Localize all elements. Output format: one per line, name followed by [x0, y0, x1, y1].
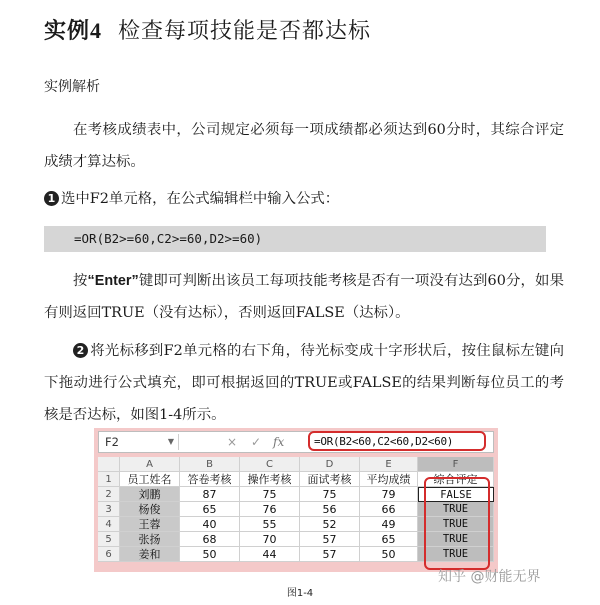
result-cell[interactable]: TRUE	[418, 547, 494, 562]
figure-caption: 图1-4	[286, 588, 314, 599]
score-cell[interactable]: 44	[240, 547, 300, 562]
score-cell[interactable]: 57	[300, 532, 360, 547]
column-header-c[interactable]: C	[240, 457, 300, 472]
enter-key-label: “Enter”	[87, 273, 139, 289]
column-header-e[interactable]: E	[360, 457, 418, 472]
formula-code-block: =OR(B2>=60,C2>=60,D2>=60)	[44, 226, 546, 252]
spreadsheet-figure	[94, 428, 498, 572]
score-cell[interactable]: 87	[180, 487, 240, 502]
row-number[interactable]: 5	[98, 532, 120, 547]
result-highlight-box	[424, 477, 490, 570]
result-cell[interactable]: TRUE	[418, 532, 494, 547]
result-cell[interactable]: FALSE	[418, 487, 494, 502]
employee-name-cell[interactable]: 张扬	[120, 532, 180, 547]
step1-marker: 1	[44, 191, 59, 206]
header-cell[interactable]: 面试考核	[300, 472, 360, 487]
step2-paragraph	[44, 265, 564, 329]
step1-paragraph	[44, 183, 564, 215]
row-number[interactable]: 6	[98, 547, 120, 562]
example-number: 实例4	[44, 18, 103, 43]
step3-text: 将光标移到F2单元格的右下角，待光标变成十字形状后，按住鼠标左键向下拖动进行公式填充，即可根据返回的TRUE或FALSE的结果判断每位员工的考核是否达标，如图1-4所示。	[44, 343, 564, 423]
column-header-f[interactable]: F	[418, 457, 494, 472]
row-number[interactable]: 4	[98, 517, 120, 532]
step3-paragraph	[44, 335, 564, 431]
formula-bar-buttons	[195, 434, 285, 450]
row-number[interactable]: 3	[98, 502, 120, 517]
name-box-value: F2	[105, 435, 119, 449]
name-box[interactable]	[103, 434, 179, 450]
employee-name-cell[interactable]: 王蓉	[120, 517, 180, 532]
select-all-corner[interactable]	[98, 457, 120, 472]
formula-input[interactable]: =OR(B2<60,C2<60,D2<60)	[308, 431, 486, 451]
score-cell[interactable]: 79	[360, 487, 418, 502]
step1-text: 选中F2单元格，在公式编辑栏中输入公式：	[61, 191, 340, 207]
intro-paragraph: 在考核成绩表中，公司规定必须每一项成绩都必须达到60分时，其综合评定成绩才算达标。	[44, 122, 564, 170]
example-title: 检查每项技能是否都达标	[118, 19, 372, 44]
score-cell[interactable]: 70	[240, 532, 300, 547]
employee-name-cell[interactable]: 姜和	[120, 547, 180, 562]
score-cell[interactable]: 75	[300, 487, 360, 502]
score-cell[interactable]: 52	[300, 517, 360, 532]
score-cell[interactable]: 55	[240, 517, 300, 532]
column-header-a[interactable]: A	[120, 457, 180, 472]
employee-name-cell[interactable]: 刘鹏	[120, 487, 180, 502]
score-cell[interactable]: 40	[180, 517, 240, 532]
score-cell[interactable]: 66	[360, 502, 418, 517]
formula-bar	[98, 431, 494, 453]
step2-prefix: 按	[73, 273, 88, 289]
column-header-d[interactable]: D	[300, 457, 360, 472]
row-number[interactable]: 1	[98, 472, 120, 487]
insert-function-icon[interactable]: fx	[273, 435, 285, 449]
step3-marker: 2	[73, 343, 88, 358]
employee-name-cell[interactable]: 杨俊	[120, 502, 180, 517]
column-header-row	[98, 457, 494, 472]
header-cell[interactable]: 操作考核	[240, 472, 300, 487]
header-cell[interactable]: 综合评定	[418, 472, 494, 487]
result-cell[interactable]: TRUE	[418, 502, 494, 517]
score-cell[interactable]: 75	[240, 487, 300, 502]
header-cell[interactable]: 答卷考核	[180, 472, 240, 487]
step2-text: 键即可判断出该员工每项技能考核是否有一项没有达到60分，如果有则返回TRUE（没有达标），否则返回FALSE（达标）。	[44, 273, 564, 321]
header-cell[interactable]: 平均成绩	[360, 472, 418, 487]
result-cell[interactable]: TRUE	[418, 517, 494, 532]
section-label: 实例解析	[44, 79, 100, 95]
score-cell[interactable]: 50	[180, 547, 240, 562]
check-icon[interactable]: ✓	[251, 435, 262, 449]
column-header-b[interactable]: B	[180, 457, 240, 472]
row-number[interactable]: 2	[98, 487, 120, 502]
score-cell[interactable]: 65	[360, 532, 418, 547]
score-cell[interactable]: 68	[180, 532, 240, 547]
score-cell[interactable]: 50	[360, 547, 418, 562]
score-cell[interactable]: 65	[180, 502, 240, 517]
score-cell[interactable]: 56	[300, 502, 360, 517]
score-cell[interactable]: 76	[240, 502, 300, 517]
cancel-icon[interactable]: ×	[227, 435, 238, 449]
score-cell[interactable]: 57	[300, 547, 360, 562]
chevron-down-icon[interactable]: ▼	[167, 437, 174, 446]
score-cell[interactable]: 49	[360, 517, 418, 532]
header-cell[interactable]: 员工姓名	[120, 472, 180, 487]
page-title	[44, 14, 371, 45]
watermark: 知乎 @财能无界	[438, 569, 541, 585]
